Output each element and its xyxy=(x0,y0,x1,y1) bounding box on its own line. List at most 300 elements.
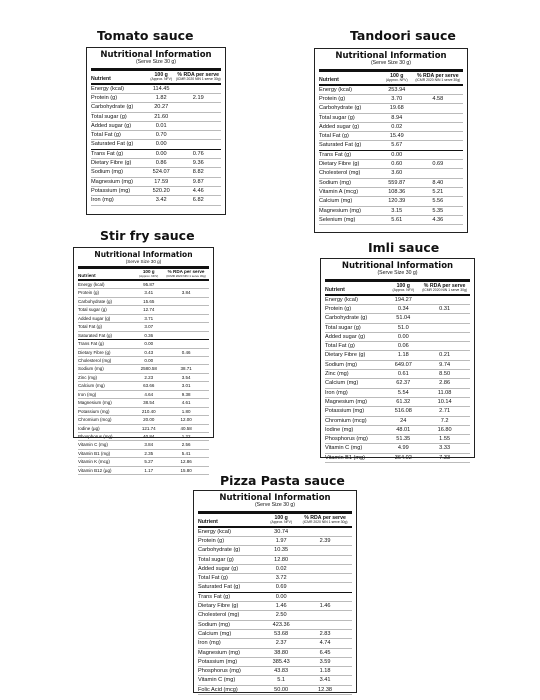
nutrient-name: Dietary Fibre (g) xyxy=(325,352,366,359)
nutrient-name: Added sugar (g) xyxy=(78,315,111,321)
value-rda: 8.40 xyxy=(432,179,444,186)
value-100g: 1.17 xyxy=(144,467,154,473)
value-100g: 0.61 xyxy=(397,371,409,378)
table-row xyxy=(325,444,470,453)
table-row xyxy=(78,365,209,373)
value-rda: 8.50 xyxy=(439,371,451,378)
value-rda: 2.39 xyxy=(319,537,331,544)
table-row xyxy=(325,361,470,370)
nutrient-name: Added sugar (g) xyxy=(91,122,132,129)
nutrient-name: Zinc (mg) xyxy=(78,374,97,380)
table-row xyxy=(78,416,209,424)
nutrient-name: Iodine (µg) xyxy=(78,425,100,431)
value-100g: 1.46 xyxy=(275,603,287,610)
nutrient-name: Calcium (mg) xyxy=(78,383,105,389)
table-row xyxy=(78,349,209,357)
value-rda: 3.59 xyxy=(319,658,331,665)
nutrient-name: Chromium (mcg) xyxy=(325,417,367,424)
value-rda: 0.76 xyxy=(192,150,204,157)
value-rda: 5.21 xyxy=(432,188,444,195)
value-rda: 15.80 xyxy=(180,467,192,473)
value-100g: 520.20 xyxy=(152,187,170,194)
value-rda: 3.54 xyxy=(181,374,191,380)
table-row xyxy=(325,407,470,416)
nutrient-name: Vitamin K (mcg) xyxy=(78,459,110,465)
nutrient-name: Sodium (mg) xyxy=(325,361,358,368)
value-100g: 10.35 xyxy=(274,547,289,554)
value-100g: 5.67 xyxy=(391,142,403,149)
value-100g: 2580.58 xyxy=(140,366,157,372)
value-rda: 6.82 xyxy=(192,197,204,204)
value-rda: 3.41 xyxy=(319,677,331,684)
serve-size: (Serve Size 30 g) xyxy=(370,59,412,66)
nutrient-name: Potassium (mg) xyxy=(198,658,238,665)
value-100g: 0.00 xyxy=(155,141,167,148)
value-100g: 2.37 xyxy=(275,640,287,647)
value-100g: 524.07 xyxy=(152,169,170,176)
panel-title: Nutritional Information xyxy=(219,493,331,503)
table-header xyxy=(319,72,463,86)
nutrient-name: Vitamin C (mg) xyxy=(78,442,108,448)
value-100g: 120.39 xyxy=(388,198,406,205)
table-row xyxy=(325,389,470,398)
nutrient-name: Chromium (mcg) xyxy=(78,417,112,423)
header-rda: % RDA per serve (ICMR 2020 NIN 1 serve 30g) xyxy=(415,72,461,83)
value-rda xyxy=(413,86,463,94)
table-row xyxy=(319,151,463,160)
value-rda xyxy=(419,296,470,304)
nutrient-name: Energy (kcal) xyxy=(198,528,231,535)
value-rda xyxy=(298,546,352,554)
value-rda: 7.33 xyxy=(439,454,451,461)
value-rda xyxy=(298,621,352,629)
nutrient-name: Protein (g) xyxy=(198,537,225,544)
value-100g: 0.01 xyxy=(155,122,167,129)
nutrient-name: Saturated Fat (g) xyxy=(91,141,134,148)
nutrient-name: Magnesium (mg) xyxy=(91,178,133,185)
value-rda xyxy=(175,113,221,121)
value-rda: 4.36 xyxy=(432,216,444,223)
nutrient-name: Carbohydrate (g) xyxy=(325,315,368,322)
value-rda xyxy=(298,593,352,601)
value-rda xyxy=(419,314,470,322)
value-100g: 0.06 xyxy=(397,343,409,350)
nutrient-name: Selenium (mg) xyxy=(319,216,356,223)
value-100g: 2.35 xyxy=(144,450,154,456)
table-header xyxy=(198,514,352,528)
header-100g: 100 g (Approx. NFV) xyxy=(270,514,292,525)
value-rda: 4.58 xyxy=(432,95,444,102)
value-rda: 2.83 xyxy=(319,630,331,637)
value-rda xyxy=(163,281,209,288)
nutrient-name: Saturated Fat (g) xyxy=(319,142,362,149)
value-rda: 1.46 xyxy=(319,603,331,610)
value-100g: 423.36 xyxy=(272,621,290,628)
value-rda xyxy=(413,123,463,131)
value-rda: 8.82 xyxy=(192,169,204,176)
table-row xyxy=(325,305,470,314)
table-row xyxy=(91,94,221,103)
nutrient-rows xyxy=(91,85,221,206)
table-row xyxy=(91,140,221,149)
nutrient-name: Dietary Fibre (g) xyxy=(319,161,360,168)
value-100g: 253.94 xyxy=(388,86,406,93)
table-row xyxy=(91,159,221,168)
header-rda: % RDA per serve (ICMR 2020 NIN 1 serve 30g) xyxy=(422,282,468,293)
value-100g: 0.69 xyxy=(275,584,287,591)
value-rda xyxy=(175,131,221,139)
table-row xyxy=(78,399,209,407)
value-100g: 24 xyxy=(400,417,407,424)
value-100g: 3.71 xyxy=(144,315,154,321)
nutrient-name: Protein (g) xyxy=(91,94,118,101)
nutrient-name: Sodium (mg) xyxy=(319,179,352,186)
value-rda: 16.80 xyxy=(437,426,452,433)
value-rda xyxy=(419,342,470,350)
table-row xyxy=(78,425,209,433)
value-rda: 7.2 xyxy=(440,417,449,424)
table-row xyxy=(325,370,470,379)
nutrient-name: Zinc (mg) xyxy=(325,371,349,378)
table-row xyxy=(319,179,463,188)
nutrient-name: Dietary Fibre (g) xyxy=(78,349,111,355)
value-rda xyxy=(419,333,470,341)
table-row xyxy=(198,583,352,592)
value-rda: 3.33 xyxy=(439,445,451,452)
table-row xyxy=(325,342,470,351)
value-100g: 43.83 xyxy=(274,668,289,675)
nutrient-name: Total sugar (g) xyxy=(198,556,234,563)
table-row xyxy=(319,216,463,225)
nutrient-name: Iron (mg) xyxy=(91,197,114,204)
nutrient-rows xyxy=(325,296,470,463)
value-100g: 2.23 xyxy=(144,374,154,380)
value-rda: 1.80 xyxy=(181,408,191,414)
table-row xyxy=(78,323,209,331)
header-rda: % RDA per serve (ICMR 2020 NIN 1 serve 30g) xyxy=(175,71,221,82)
header-100g: 100 g (Approx. NFV) xyxy=(139,268,159,278)
value-100g: 63.66 xyxy=(143,383,155,389)
value-100g: 364.02 xyxy=(394,454,412,461)
value-100g: 62.37 xyxy=(396,380,411,387)
value-rda: 2.56 xyxy=(181,442,191,448)
table-row xyxy=(78,467,209,475)
table-row xyxy=(325,296,470,305)
value-100g: 15.65 xyxy=(143,298,155,304)
table-row xyxy=(91,103,221,112)
nutrient-name: Energy (kcal) xyxy=(78,281,105,287)
table-row xyxy=(325,435,470,444)
nutrient-name: Trans Fat (g) xyxy=(319,151,352,158)
table-row xyxy=(78,450,209,458)
nutrient-name: Total sugar (g) xyxy=(319,114,355,121)
nutrient-name: Total Fat (g) xyxy=(78,324,103,330)
value-rda: 0.21 xyxy=(439,352,451,359)
nutrient-name: Cholesterol (mg) xyxy=(198,612,240,619)
value-100g: 1.82 xyxy=(155,94,167,101)
value-100g: 30.74 xyxy=(274,528,289,535)
value-rda: 40.58 xyxy=(180,425,192,431)
table-row xyxy=(78,433,209,441)
table-row xyxy=(198,658,352,667)
table-row xyxy=(319,123,463,132)
table-row xyxy=(325,417,470,426)
value-rda xyxy=(298,611,352,619)
value-100g: 3.41 xyxy=(144,290,154,296)
value-rda xyxy=(413,141,463,149)
value-100g: 12.80 xyxy=(274,556,289,563)
nutrient-name: Sodium (mg) xyxy=(78,366,104,372)
nutrient-name: Carbohydrate (g) xyxy=(78,298,113,304)
value-100g: 3.72 xyxy=(275,575,287,582)
table-row xyxy=(325,314,470,323)
nutrient-name: Phosphorus (mg) xyxy=(325,436,368,443)
value-rda: 0.31 xyxy=(439,305,451,312)
value-rda: 5.35 xyxy=(432,207,444,214)
table-row xyxy=(325,454,470,463)
nutrient-name: Carbohydrate (g) xyxy=(198,547,241,554)
sauce-title: Pizza Pasta sauce xyxy=(220,473,345,488)
table-row xyxy=(91,113,221,122)
value-100g: 194.27 xyxy=(394,296,412,303)
table-row xyxy=(78,441,209,449)
value-rda xyxy=(298,583,352,591)
nutrient-name: Total Fat (g) xyxy=(325,343,355,350)
table-row xyxy=(78,382,209,390)
nutrient-name: Total sugar (g) xyxy=(325,324,361,331)
value-rda: 3.01 xyxy=(181,383,191,389)
header-nutrient: Nutrient xyxy=(78,272,96,278)
nutrient-rows xyxy=(78,281,209,475)
header-rda: % RDA per serve (ICMR 2020 NIN 1 serve 30g) xyxy=(302,514,348,525)
nutrient-name: Dietary Fibre (g) xyxy=(91,160,132,167)
table-row xyxy=(198,611,352,620)
nutrient-name: Added sugar (g) xyxy=(319,123,360,130)
table-row xyxy=(198,565,352,574)
nutrient-name: Saturated Fat (g) xyxy=(78,332,113,338)
value-100g: 0.00 xyxy=(144,341,154,347)
nutrient-name: Vitamin C (mg) xyxy=(198,677,236,684)
nutrient-name: Protein (g) xyxy=(78,290,100,296)
sauce-title: Tandoori sauce xyxy=(350,28,456,43)
nutrient-name: Potassium (mg) xyxy=(325,408,365,415)
nutrient-name: Dietary Fibre (g) xyxy=(198,603,239,610)
value-rda xyxy=(413,114,463,122)
table-row xyxy=(91,196,221,205)
value-100g: 559.87 xyxy=(388,179,406,186)
nutrient-name: Magnesium (mg) xyxy=(198,649,240,656)
nutrient-name: Added sugar (g) xyxy=(325,333,366,340)
nutrient-name: Sodium (mg) xyxy=(91,169,124,176)
nutrient-name: Cholesterol (mg) xyxy=(78,357,112,363)
value-100g: 3.60 xyxy=(391,170,403,177)
nutrient-name: Vitamin A (mcg) xyxy=(319,188,359,195)
value-rda xyxy=(175,85,221,93)
value-rda xyxy=(163,340,209,347)
value-rda: 9.74 xyxy=(439,361,451,368)
nutrient-rows xyxy=(198,528,352,695)
nutrient-name: Vitamin B1 (mg) xyxy=(78,450,111,456)
nutrient-name: Calcium (mg) xyxy=(198,630,232,637)
nutrition-panel xyxy=(193,490,357,693)
table-row xyxy=(78,408,209,416)
value-rda xyxy=(413,104,463,112)
value-rda xyxy=(163,315,209,322)
table-row xyxy=(198,686,352,695)
value-100g: 40.84 xyxy=(143,434,155,440)
table-row xyxy=(78,458,209,466)
value-100g: 19.68 xyxy=(389,105,404,112)
value-rda xyxy=(419,324,470,332)
nutrient-name: Potassium (mg) xyxy=(78,408,110,414)
value-rda: 9.36 xyxy=(192,160,204,167)
nutrient-name: Potassium (mg) xyxy=(91,187,131,194)
table-row xyxy=(325,351,470,360)
value-100g: 12.74 xyxy=(143,307,155,313)
value-100g: 95.87 xyxy=(143,281,155,287)
value-100g: 0.86 xyxy=(155,160,167,167)
value-rda xyxy=(413,169,463,177)
value-rda: 4.74 xyxy=(319,640,331,647)
value-100g: 4.99 xyxy=(397,445,409,452)
nutrient-name: Trans Fat (g) xyxy=(91,150,124,157)
value-100g: 51.0 xyxy=(397,324,409,331)
value-100g: 114.45 xyxy=(152,85,170,92)
nutrient-name: Protein (g) xyxy=(325,305,352,312)
table-row xyxy=(78,340,209,348)
value-rda: 0.69 xyxy=(432,161,444,168)
value-rda: 4.61 xyxy=(181,400,191,406)
nutrient-name: Vitamin C (mg) xyxy=(325,445,363,452)
nutrient-name: Vitamin B12 (µg) xyxy=(78,467,112,473)
value-100g: 38.80 xyxy=(274,649,289,656)
table-row xyxy=(325,333,470,342)
header-100g: 100 g (Approx. NFV) xyxy=(385,72,408,83)
table-row xyxy=(325,398,470,407)
value-100g: 8.94 xyxy=(391,114,403,121)
value-rda: 2.71 xyxy=(439,408,451,415)
nutrient-name: Calcium (mg) xyxy=(325,380,359,387)
value-rda xyxy=(298,556,352,564)
value-rda xyxy=(298,565,352,573)
value-100g: 210.40 xyxy=(141,408,156,414)
panel-title: Nutritional Information xyxy=(335,51,447,61)
value-rda xyxy=(298,574,352,582)
value-rda: 2.86 xyxy=(439,380,451,387)
table-row xyxy=(319,114,463,123)
value-100g: 3.07 xyxy=(144,324,154,330)
header-nutrient: Nutrient xyxy=(91,75,111,82)
value-rda xyxy=(163,332,209,339)
nutrient-name: Magnesium (mg) xyxy=(319,207,361,214)
table-row xyxy=(198,639,352,648)
value-rda xyxy=(163,306,209,313)
value-100g: 17.59 xyxy=(154,178,169,185)
table-row xyxy=(91,187,221,196)
table-row xyxy=(78,374,209,382)
panel-title: Nutritional Information xyxy=(94,250,193,259)
value-100g: 0.36 xyxy=(144,332,154,338)
value-100g: 2.50 xyxy=(275,612,287,619)
nutrient-name: Energy (kcal) xyxy=(319,86,352,93)
nutrient-name: Saturated Fat (g) xyxy=(198,584,241,591)
value-100g: 0.34 xyxy=(397,305,409,312)
value-100g: 15.49 xyxy=(389,133,404,140)
table-row xyxy=(78,289,209,297)
value-rda: 11.08 xyxy=(437,389,452,396)
serve-size: (Serve Size 30 g) xyxy=(254,501,296,508)
value-rda: 12.38 xyxy=(318,686,333,693)
table-row xyxy=(325,324,470,333)
value-rda xyxy=(163,323,209,330)
value-100g: 0.00 xyxy=(391,151,403,158)
nutrient-name: Carbohydrate (g) xyxy=(319,105,362,112)
table-row xyxy=(91,178,221,187)
table-row xyxy=(198,574,352,583)
nutrient-name: Protein (g) xyxy=(319,95,346,102)
table-row xyxy=(319,86,463,95)
header-rda: % RDA per serve (ICMR 2020 NIN 1 serve 30g) xyxy=(166,268,206,278)
nutrient-name: Total sugar (g) xyxy=(78,307,107,313)
nutrient-name: Sodium (mg) xyxy=(198,621,231,628)
value-rda xyxy=(413,132,463,140)
nutrient-name: Carbohydrate (g) xyxy=(91,104,134,111)
table-row xyxy=(78,391,209,399)
value-rda xyxy=(163,298,209,305)
value-100g: 0.43 xyxy=(144,349,154,355)
table-row xyxy=(319,207,463,216)
nutrient-name: Energy (kcal) xyxy=(91,85,124,92)
panel-title: Nutritional Information xyxy=(341,261,454,271)
sauce-title: Imli sauce xyxy=(368,240,440,255)
value-100g: 20.00 xyxy=(143,417,155,423)
table-row xyxy=(78,281,209,289)
header-nutrient: Nutrient xyxy=(198,518,218,525)
value-100g: 108.36 xyxy=(388,188,406,195)
value-rda: 6.45 xyxy=(319,649,331,656)
value-100g: 385.43 xyxy=(272,658,290,665)
table-row xyxy=(78,357,209,365)
value-100g: 21.60 xyxy=(154,113,169,120)
value-100g: 0.00 xyxy=(397,333,409,340)
nutrient-name: Total Fat (g) xyxy=(91,132,121,139)
value-100g: 1.97 xyxy=(275,537,287,544)
table-row xyxy=(91,168,221,177)
value-100g: 5.1 xyxy=(277,677,286,684)
value-rda xyxy=(175,140,221,148)
table-row xyxy=(198,593,352,602)
value-rda: 12.00 xyxy=(180,417,192,423)
value-rda: 0.46 xyxy=(181,349,191,355)
nutrient-name: Total Fat (g) xyxy=(198,575,228,582)
value-100g: 0.70 xyxy=(155,132,167,139)
value-rda: 38.71 xyxy=(180,366,192,372)
value-rda xyxy=(298,528,352,536)
nutrient-name: Iron (mg) xyxy=(198,640,221,647)
nutrition-panel xyxy=(320,258,475,461)
value-100g: 516.08 xyxy=(394,408,412,415)
nutrient-name: Magnesium (mg) xyxy=(325,398,367,405)
value-rda: 1.18 xyxy=(319,668,331,675)
value-rda: 3.84 xyxy=(181,290,191,296)
table-row xyxy=(78,332,209,340)
value-100g: 38.54 xyxy=(143,400,155,406)
nutrient-name: Total sugar (g) xyxy=(91,113,127,120)
table-row xyxy=(325,379,470,388)
value-rda xyxy=(175,103,221,111)
table-row xyxy=(198,537,352,546)
table-row xyxy=(198,676,352,685)
